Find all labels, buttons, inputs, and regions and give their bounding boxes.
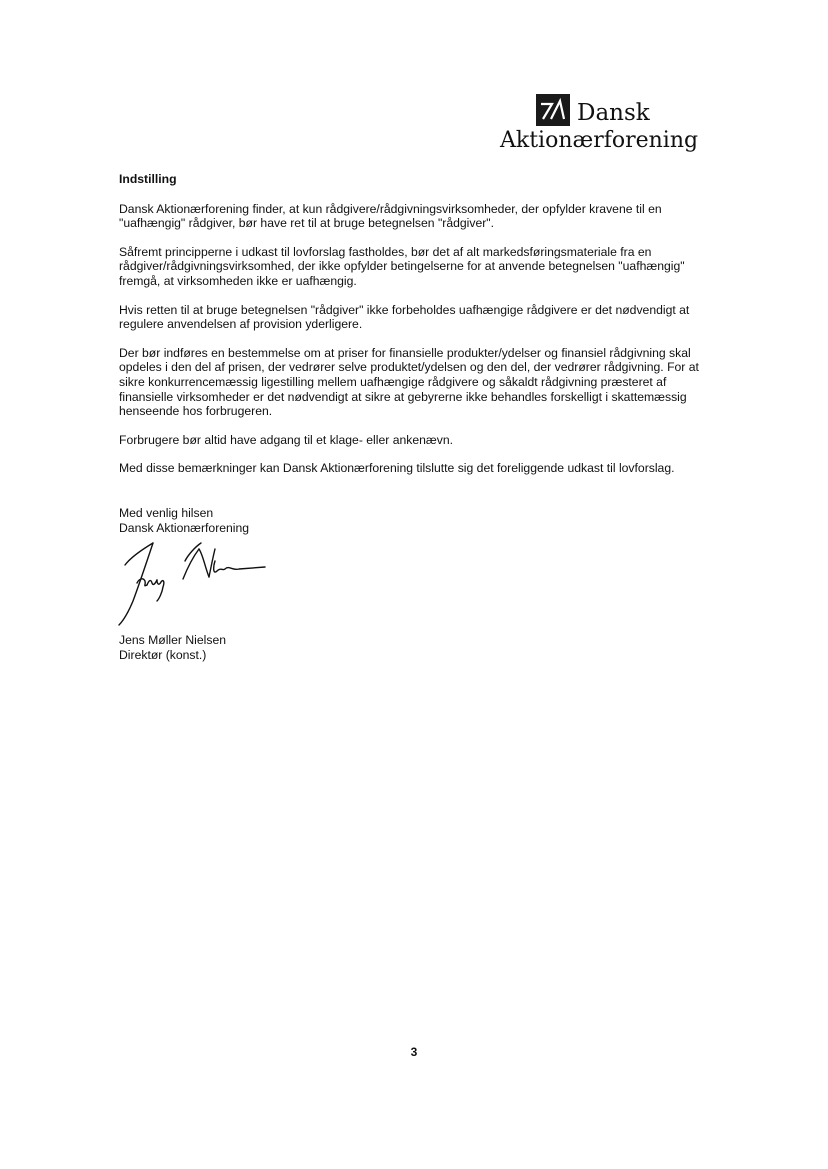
organization-logo xyxy=(496,94,699,158)
letter-body xyxy=(119,172,699,662)
page-number: 3 xyxy=(410,1045,418,1059)
closing-greeting: Med venlig hilsen xyxy=(119,505,214,520)
da-monogram-icon xyxy=(536,94,570,126)
logo-text-line2: Aktionærforening xyxy=(500,128,699,153)
signer-name: Jens Møller Nielsen xyxy=(119,633,227,648)
paragraph-6: Med disse bemærkninger kan Dansk Aktionærforening tilslutte sig det foreliggende udkast til lovforslag. xyxy=(119,461,675,476)
closing-block xyxy=(119,506,699,662)
handwritten-signature xyxy=(113,539,283,627)
paragraph-3: Hvis retten til at bruge betegnelsen "rådgiver" ikke forbeholdes uafhængige rådgivere er det nødvendigt at regulere anvendelsen af provision yderligere. xyxy=(119,302,690,332)
closing-organization: Dansk Aktionærforening xyxy=(119,520,250,535)
paragraph-5: Forbrugere bør altid have adgang til et klage- eller ankenævn. xyxy=(119,432,453,447)
logo-text-line1: Dansk xyxy=(577,100,650,126)
paragraph-1: Dansk Aktionærforening finder, at kun rådgivere/rådgivningsvirksomheder, der opfylder kravene til en "uafhængig" rådgiver, bør have ret til at bruge betegnelsen "rådgiver". xyxy=(119,201,662,231)
paragraph-4: Der bør indføres en bestemmelse om at priser for finansielle produkter/ydelser og finansiel rådgivning skal opdeles i den del af prisen, der vedrører selve produktet/ydelsen og den del, der vedrører rådgivning. For at sikre konkurrencemæssig ligestilling mellem uafhængige rådgivere og såkaldt rådgivning præsteret af finansielle virksomheder er det nødvendigt at sikre at gebyrerne ikke behandles forskelligt i skattemæssig henseende hos forbrugeren. xyxy=(119,345,699,419)
section-heading: Indstilling xyxy=(119,172,177,186)
paragraph-2: Såfremt principperne i udkast til lovforslag fastholdes, bør det af alt markedsføringsmateriale fra en rådgiver/rådgivningsvirksomhed, der ikke opfylder betingelserne for at anvende betegnelsen "uafhængig" fremgå, at virksomheden ikke er uafhængig. xyxy=(119,244,685,288)
signer-title: Direktør (konst.) xyxy=(119,647,207,662)
